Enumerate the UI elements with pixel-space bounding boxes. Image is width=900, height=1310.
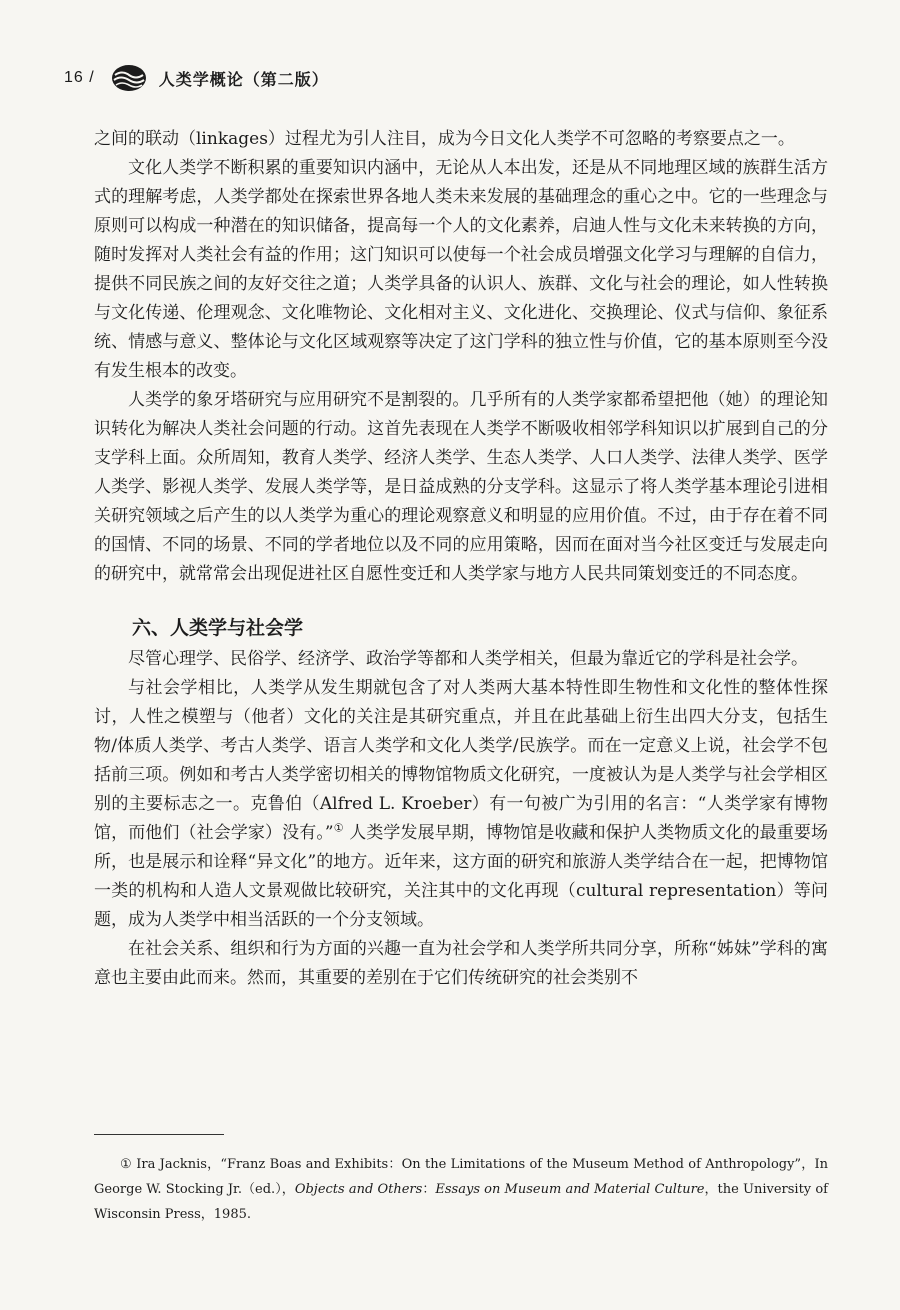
book-waves-logo-icon	[109, 62, 149, 94]
running-header	[64, 58, 824, 98]
paragraph-text: 人类学发展早期，博物馆是收藏和保护人类物质文化的最重要场所，也是展示和诠释“异文化”的地方。近年来，这方面的研究和旅游人类学结合在一起，把博物馆一类的机构和人造人文景观做比较研究，关注其中的文化再现（cultural representation）等问题，成为人类学中相当活跃的一个分支领域。	[94, 823, 828, 930]
footnote-divider	[94, 1134, 224, 1135]
paragraph-with-footnote	[94, 674, 828, 935]
paragraph: 人类学的象牙塔研究与应用研究不是割裂的。几乎所有的人类学家都希望把他（她）的理论知识转化为解决人类社会问题的行动。这首先表现在人类学不断吸收相邻学科知识以扩展到自己的分支学科上面。众所周知，教育人类学、经济人类学、生态人类学、人口人类学、法律人类学、医学人类学、影视人类学、发展人类学等，是日益成熟的分支学科。这显示了将人类学基本理论引进相关研究领域之后产生的以人类学为重心的理论观察意义和明显的应用价值。不过，由于存在着不同的国情、不同的场景、不同的学者地位以及不同的应用策略，因而在面对当今社区变迁与发展走向的研究中，就常常会出现促进社区自愿性变迁和人类学家与地方人民共同策划变迁的不同态度。	[94, 390, 828, 584]
paragraph-text: 与社会学相比，人类学从发生期就包含了对人类两大基本特性即生物性和文化性的整体性探讨，人性之模塑与（他者）文化的关注是其研究重点，并且在此基础上衍生出四大分支，包括生物/体质人类学、考古人类学、语言人类学和文化人类学/民族学。而在一定意义上说，社会学不包括前三项。例如和考古人类学密切相关的博物馆物质文化研究，一度被认为是人类学与社会学相区别的主要标志之一。克鲁伯（Alfred L. Kroeber）有一句被广为引用的名言：“人类学家有博物馆，而他们（社会学家）没有。”	[94, 678, 829, 843]
footnote-text: Ira Jacknis，“Franz Boas and Exhibits：On the Limitations of the Museum Method of Anthropology”，In George W. Stocking Jr.（ed.），	[94, 1157, 828, 1197]
footnote-book-subtitle: Essays on Museum and Material Culture	[435, 1182, 705, 1197]
book-title: 人类学概论（第二版）	[158, 69, 329, 89]
footnote-text: ：	[422, 1182, 436, 1197]
footnote-book-title: Objects and Others	[294, 1182, 423, 1197]
footnote	[94, 1152, 828, 1227]
footnote-reference[interactable]: ①	[333, 821, 344, 835]
section-heading: 六、人类学与社会学	[132, 617, 304, 639]
body-text	[94, 125, 828, 993]
paragraph: 在社会关系、组织和行为方面的兴趣一直为社会学和人类学所共同分享，所称“姊妹”学科的寓意也主要由此而来。然而，其重要的差别在于它们传统研究的社会类别不	[94, 939, 828, 988]
paragraph: 文化人类学不断积累的重要知识内涵中，无论从人本出发，还是从不同地理区域的族群生活方式的理解考虑，人类学都处在探索世界各地人类未来发展的基础理念的重心之中。它的一些理念与原则可以构成一种潜在的知识储备，提高每一个人的文化素养，启迪人性与文化未来转换的方向，随时发挥对人类社会有益的作用；这门知识可以使每一个社会成员增强文化学习与理解的自信力，提供不同民族之间的友好交往之道；人类学具备的认识人、族群、文化与社会的理论，如人性转换与文化传递、伦理观念、文化唯物论、文化相对主义、文化进化、交换理论、仪式与信仰、象征系统、情感与意义、整体论与文化区域观察等决定了这门学科的独立性与价值，它的基本原则至今没有发生根本的改变。	[94, 158, 828, 381]
footnote-text: ，the University of Wisconsin Press，1985.	[94, 1182, 828, 1222]
paragraph-continued: 之间的联动（linkages）过程尤为引人注目，成为今日文化人类学不可忽略的考察要点之一。	[94, 129, 795, 149]
page-number: 16 /	[64, 69, 95, 86]
footnote-marker: ①	[120, 1157, 132, 1172]
paragraph: 尽管心理学、民俗学、经济学、政治学等都和人类学相关，但最为靠近它的学科是社会学。	[128, 649, 808, 669]
